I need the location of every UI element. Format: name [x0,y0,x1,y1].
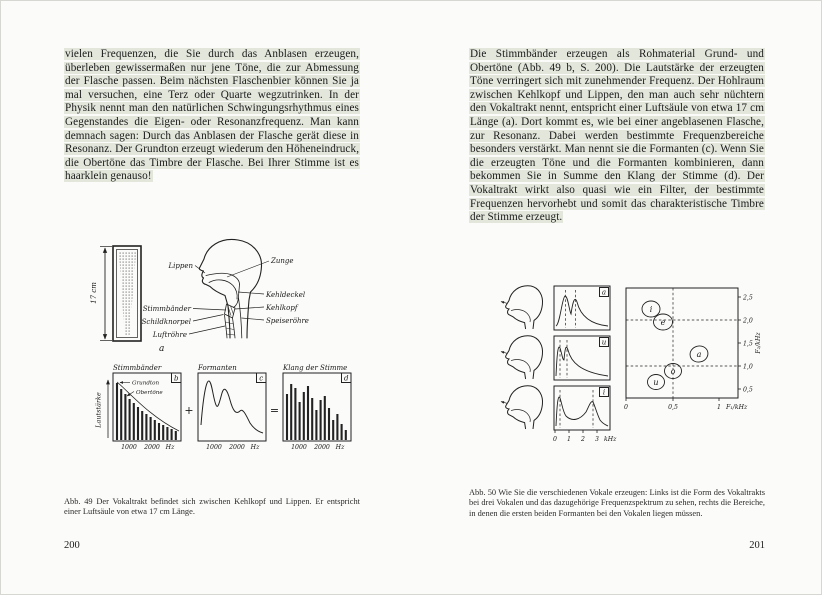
plus-operator: + [184,404,194,417]
svg-text:0: 0 [553,436,557,443]
right-caption-text: Abb. 50 Wie Sie die verschiedenen Vokale erzeugen: Links ist die Form des Vokaltrakts bei drei Vokalen und das dazugehörige Frequenzspektrum zu sehen, rechts die Bereiche, in denen die ersten beiden Formanten bei den Vokalen liegen müssen. [469,488,765,518]
svg-text:1000: 1000 [121,444,137,451]
chart-c-title: Formanten [198,364,237,372]
svg-text:1,0: 1,0 [743,363,753,371]
svg-text:2: 2 [581,436,585,443]
figure-abb49 [89,234,364,460]
chart-b-xaxis [121,444,175,451]
formant-curve [201,381,263,433]
vowel-i: i [649,305,653,314]
spectrum-charts [95,364,352,451]
chart-d-xaxis [291,444,345,451]
label-speiseroehre: Speiseröhre [266,317,309,325]
svg-text:1: 1 [567,436,571,443]
f1-axis-label: F₁/kHz [726,404,748,411]
vocal-tract-column [100,246,141,341]
vowel-head-2 [501,336,543,379]
chart-c-letter: c [259,374,264,383]
chart-b-title: Stimmbänder [113,364,162,372]
vowel-o: o [670,367,676,376]
vowel-spectrum-3 [553,386,617,443]
head-profile [199,239,261,338]
vowel-letter-2: u [601,338,607,347]
vowel-head-3 [501,386,543,429]
right-body-text: Die Stimmbänder erzeugen als Rohmaterial Grund- und Obertöne (Abb. 49 b, S. 200). Die Lautstärke der erzeugten Töne verringert sich mit zunehmender Frequenz. Der Hohlraum zwischen Kehlkopf und Lippen, den man auch sehr nüchtern den Vokaltrakt nennt, entspricht einer Luftsäule von etwa 17 cm Länge (a). Dort kommt es, wie bei einer angeblasenen Flasche, zur Resonanz. Dabei werden bestimmte Frequenzbereiche besonders verstärkt. Man nennt sie die Formanten (c). Wenn Sie die erzeugten Töne und die Formanten kombinieren, dann bekommen Sie in Summe den Klang der Stimme (d). Der Vokaltrakt wirkt also quasi wie ein Filter, der bestimmte Frequenzen hervorhebt und somit das charakteristische Timbre der Stimme erzeugt. [470,48,764,224]
grundton-annotation: Grundton [132,380,160,387]
label-kehlkopf: Kehlkopf [266,304,298,312]
svg-text:1,5: 1,5 [743,340,753,348]
svg-text:3: 3 [595,436,599,443]
figure-abb50 [496,284,774,456]
svg-text:0: 0 [624,404,628,411]
svg-text:2000: 2000 [314,444,330,451]
vowel-spectrum-2 [554,336,610,380]
vowel-e: e [660,318,666,327]
khz-unit-label: kHz [604,436,617,443]
right-page [412,1,822,595]
svg-text:Hz: Hz [250,444,260,451]
left-caption-text: Abb. 49 Der Vokaltrakt befindet sich zwischen Kehlkopf und Lippen. Er entspricht einer Luftsäule von etwa 17 cm Länge. [64,497,360,517]
svg-text:2000: 2000 [229,444,245,451]
svg-text:2000: 2000 [144,444,160,451]
svg-text:1: 1 [717,404,721,411]
right-page-number: 201 [749,540,765,551]
left-page-number: 200 [64,540,80,551]
chart-d-title: Klang der Stimme [283,364,348,372]
left-caption [64,497,360,518]
vowel-head-1 [501,286,543,329]
label-stimmbaender: Stimmbänder [142,305,191,313]
label-lippen: Lippen [168,262,193,270]
svg-text:2,0: 2,0 [743,317,753,325]
f2-axis [738,295,762,394]
vowel-ellipses [642,301,710,390]
f2-axis-label: F₂/kHz [755,332,762,354]
left-page [1,1,412,595]
left-body-text: vielen Frequenzen, die Sie durch das Anblasen erzeugen, überleben gewissermaßen nur jene Töne, die zur Abmessung der Flasche passen. Beim nächsten Flaschenbier können Sie ja mal versuchen, eine Terz oder Quarte wegzutrinken. In der Physik nennt man den natürlichen Schwingungsrhythmus eines Gegenstandes die Eigen- oder Resonanzfrequenz. Man kann demnach sagen: Durch das Anblasen der Flasche gerät diese in Resonanz. Der Grundton erzeugt wiederum den Höheneindruck, die Obertöne das Timbre der Flasche. Bei Ihrer Stimme ist es haarklein genauso! [65,48,360,183]
svg-text:Hz: Hz [165,444,175,451]
svg-text:Hz: Hz [335,444,345,451]
svg-text:2,5: 2,5 [743,294,753,302]
khz-axis [553,430,617,443]
label-schildknorpel: Schildknorpel [141,318,191,326]
chart-d-letter: d [343,374,349,383]
label-luftroehre: Luftröhre [152,331,187,339]
svg-text:0,5: 0,5 [668,404,678,411]
chart-c-xaxis [206,444,260,451]
column-length-label: 17 cm [90,282,98,304]
left-body-paragraph [64,48,360,184]
obertoene-annotation: Obertöne [136,390,163,396]
f1-axis [624,398,748,411]
vowel-spectrum-1 [554,286,610,330]
vowel-a: a [696,350,702,359]
equals-operator: = [269,404,280,417]
svg-text:0,5: 0,5 [743,386,753,394]
vowel-u: u [653,378,659,387]
formant-chart [624,288,762,411]
right-body-paragraph [469,48,765,225]
svg-text:1000: 1000 [291,444,307,451]
label-zunge: Zunge [271,257,294,265]
vowel-letter-3: i [602,388,606,397]
voice-spectrum-bars [287,384,346,440]
svg-text:1000: 1000 [206,444,222,451]
vowel-letter-1: a [601,288,607,297]
chart-b-letter: b [173,374,179,383]
right-caption [469,488,765,519]
label-kehldeckel: Kehldeckel [266,291,306,299]
tract-letter-a: a [159,344,165,354]
y-axis-label: Lautstärke [94,392,103,428]
